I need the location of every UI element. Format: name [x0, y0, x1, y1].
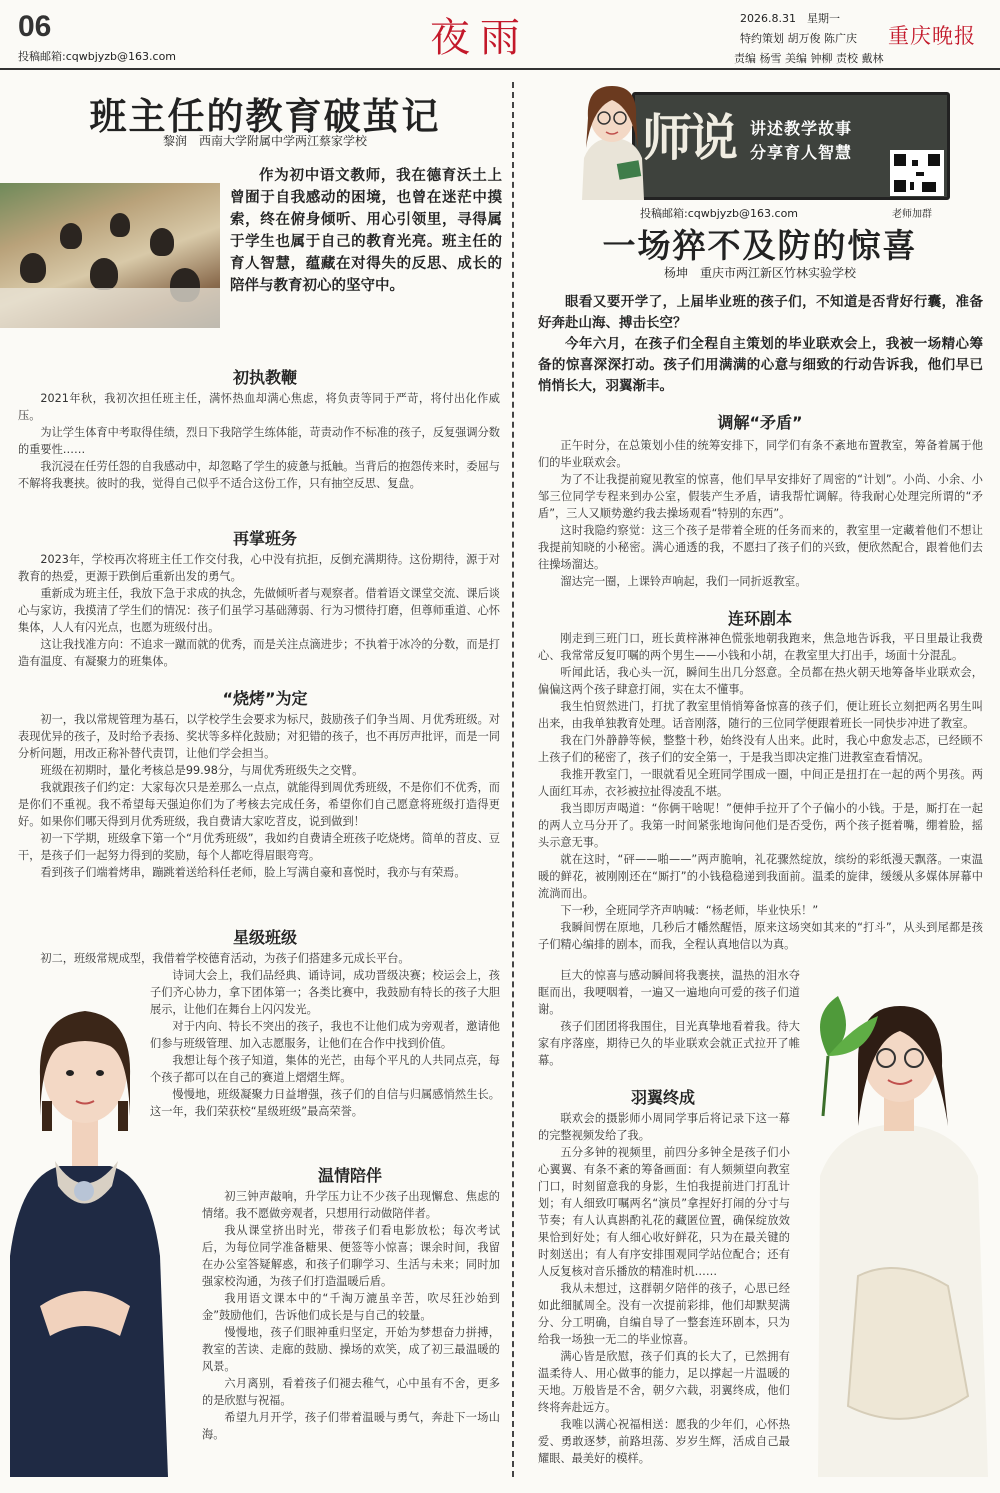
section-body — [18, 390, 500, 492]
paragraph: 刚走到三班门口，班长黄梓淋神色慌张地朝我跑来，焦急地告诉我，平日里最让我费心、我常常反复叮嘱的两个男生——小钱和小胡，在教室里大打出手，场面十分混乱。 — [538, 632, 983, 662]
section-body — [18, 711, 500, 881]
paragraph: 我从课堂挤出时光，带孩子们看电影放松；每次考试后，为每位同学准备糖果、便签等小惊喜；课余时间，我留在办公室答疑解惑，和孩子们聊学习、生活与未来；同时加强家校沟通，为孩子们打造温暖后盾。 — [202, 1224, 500, 1288]
teacher-portrait-right — [798, 976, 1000, 1477]
column-title: 夜雨 — [430, 15, 530, 61]
paragraph: 慢慢地，孩子们眼神重归坚定，开始为梦想奋力拼搏，教室的苦读、走廊的鼓励、操场的欢笑，成了初三最温暖的风景。 — [202, 1326, 500, 1373]
paragraph: 我当即厉声喝道：“你俩干啥呢！”便伸手拉开了个子偏小的小钱。于是，厮打在一起的两人立马分开了。我第一时间紧张地询问他们是否受伤，两个孩子挺着嘴，绷着脸，摇头示意无事。 — [538, 802, 983, 849]
submission-email: 投稿邮箱:cqwbjyzb@163.com — [640, 207, 799, 220]
section-heading: 星级班级 — [232, 928, 297, 947]
paragraph: 慢慢地，班级凝聚力日益增强，孩子们的自信与归属感悄然生长。这一年，我们荣获校“星级班级”最高荣誉。 — [150, 1088, 500, 1118]
teacher-group-label: 老师加群 — [892, 209, 932, 220]
paragraph: 就在这时，“砰——啪——”两声脆响，礼花骤然绽放，缤纷的彩纸漫天飘落。一束温暖的鲜花，被刚刚还在“厮打”的小钱稳稳递到我面前。温柔的旋律，缓缓从多媒体屏幕中流淌而出。 — [538, 853, 983, 900]
planning-credits: 特约策划 胡万俊 陈广庆 — [740, 32, 857, 45]
teacher-portrait-left — [0, 976, 168, 1477]
paragraph: 重新成为班主任，我放下急于求成的执念，先做倾听者与观察者。借着语文课堂交流、课后谈心与家访，我摸清了学生们的情况：孩子们虽学习基础薄弱、行为习惯待打磨，但尊师重道、心怀集体，人人有闪光点，也愿为班级付出。 — [18, 587, 500, 634]
paragraph: 初一，我以常规管理为基石，以学校学生会要求为标尺，鼓励孩子们争当周、月优秀班级。对表现优异的孩子，及时给予表扬、奖状等多样化鼓励；对犯错的孩子，也不再厉声批评，而是一同分析问题，用改正称补替代责罚，让他们学会担当。 — [18, 713, 500, 760]
section-body — [538, 437, 983, 590]
paragraph: 这让我找准方向：不追求一蹴而就的优秀，而是关注点滴进步；不执着于冰冷的分数，而是打造有温度、有凝聚力的班集体。 — [18, 638, 500, 668]
column-banner — [572, 78, 950, 200]
column-divider — [512, 82, 514, 1477]
page-number: 06 — [18, 10, 52, 43]
qr-code-icon — [890, 150, 944, 196]
section-body — [18, 950, 500, 967]
paragraph: 初二，班级常规成型，我借着学校德育活动，为孩子们搭建多元成长平台。 — [40, 952, 410, 965]
section-body — [18, 551, 500, 670]
section-body — [150, 967, 500, 1120]
article-title-left: 班主任的教育破茧记 — [89, 94, 441, 138]
paragraph: 我唯以满心祝福相送：愿我的少年们，心怀热爱、勇敢逐梦，前路坦荡、岁岁生辉，活成自己最耀眼、最美好的模样。 — [538, 1418, 790, 1465]
section-body — [538, 1110, 790, 1467]
contact-email: 投稿邮箱:cqwbjyzb@163.com — [18, 50, 177, 63]
paragraph: 希望九月开学，孩子们带着温暖与勇气，奔赴下一场山海。 — [202, 1411, 500, 1441]
cartoon-teacher-illustration — [572, 78, 652, 200]
paragraph: 我想让每个孩子知道，集体的光芒，由每个平凡的人共同点亮，每个孩子都可以在自己的赛道上熠熠生辉。 — [150, 1054, 500, 1084]
section-heading: 再掌班务 — [232, 529, 297, 548]
article-intro-left: 作为初中语文教师，我在德育沃土上曾囿于自我感动的困境，也曾在迷茫中摸索，终在俯身倾听、用心引领里，寻得属于学生也属于自己的教育光亮。班主任的育人智慧，蕴藏在对得失的反思、成长的陪伴与教育初心的坚守中。 — [230, 168, 502, 294]
paragraph: 满心皆是欣慰，孩子们真的长大了，已然拥有温柔待人、用心做事的能力，足以撑起一片温暖的天地。万般皆是不舍，朝夕六载，羽翼终成，他们终将奔赴远方。 — [538, 1350, 790, 1414]
paragraph: 为了不让我提前窥见教室的惊喜，他们早早安排好了周密的“计划”。小尚、小余、小邹三位同学专程来到办公室，假装产生矛盾，请我帮忙调解。待我耐心处理完所谓的“矛盾”，三人又顺势邀约我去操场观看“特别的东西”。 — [538, 473, 983, 520]
paragraph: 五分多钟的视频里，前四分多钟全是孩子们小心翼翼、有条不紊的筹备画面：有人频频望向教室门口，时刻留意我的身影，生怕我提前进门打乱计划；有人细致叮嘱两名“演员”拿捏好打闹的分寸与节奏；有人认真斟酌礼花的藏匿位置，确保绽放效果恰到好处；有人细心收好鲜花，只为在最关键的时刻送出；有人有序安排围观同学站位配合；还有人反复核对音乐播放的精准时机…… — [538, 1146, 790, 1278]
article-title-right: 一场猝不及防的惊喜 — [602, 226, 918, 265]
section-heading: 连环剧本 — [727, 609, 792, 628]
masthead — [0, 0, 1000, 70]
paragraph: 看到孩子们端着烤串，蹦跳着送给科任老师，脸上写满自豪和喜悦时，我亦与有荣焉。 — [40, 866, 466, 879]
paragraph: 六月离别，看着孩子们褪去稚气，心中虽有不舍，更多的是欣慰与祝福。 — [202, 1377, 500, 1407]
section-heading: 初执教鞭 — [232, 368, 297, 387]
editor-credits: 责编 杨雪 美编 钟柳 责校 戴林 — [734, 52, 884, 65]
paragraph: 我沉浸在任劳任怨的自我感动中，却忽略了学生的疲惫与抵触。当背后的抱怨传来时，委屈与不解将我裹挟。彼时的我，觉得自己似乎不适合这份工作，只有抽空反思、复盘。 — [18, 460, 500, 490]
section-heading: 调解“矛盾” — [717, 413, 803, 432]
section-heading: “烧烤”为定 — [222, 689, 308, 708]
paragraph: 2023年，学校再次将班主任工作交付我，心中没有抗拒，反倒充满期待。这份期待，源于对教育的热爱，更源于跌倒后重新出发的勇气。 — [18, 553, 500, 583]
paragraph: 今年六月，在孩子们全程自主策划的毕业联欢会上，我被一场精心筹备的惊喜深深打动。孩子们用满满的心意与细致的行动告诉我，他们早已悄悄长大，羽翼渐丰。 — [538, 336, 983, 394]
paragraph: 下一秒，全班同学齐声呐喊：“杨老师，毕业快乐！” — [560, 904, 819, 917]
paragraph: 我就跟孩子们约定：大家每次只是差那么一点点，就能得到周优秀班级，不是你们不优秀，而是你们不重视。我不希望每天强迫你们为了考核去完成任务，希望你们自己愿意将班级打造得更好。如果你们哪天得到月优秀班级，我自费请大家吃苕皮，说到做到！ — [18, 781, 500, 828]
article-byline-left: 黎润 西南大学附属中学两江蔡家学校 — [162, 134, 367, 148]
paragraph: 对于内向、特长不突出的孩子，我也不让他们成为旁观者，邀请他们参与班级管理、加入志愿服务，让他们在合作中找到价值。 — [150, 1020, 500, 1050]
section-body — [538, 630, 983, 953]
paragraph: 溜达完一圈，上课铃声响起，我们一同折返教室。 — [560, 575, 807, 588]
issue-date: 2026.8.31 星期一 — [740, 12, 840, 25]
paragraph: 我从未想过，这群朝夕陪伴的孩子，心思已经如此细腻周全。没有一次提前彩排，他们却默契满分、分工明确，自编自导了一整套连环剧本，只为给我一场独一无二的毕业惊喜。 — [538, 1282, 790, 1346]
paragraph: 诗词大会上，我们品经典、诵诗词，成功晋级决赛；校运会上，孩子们齐心协力，拿下团体第一；各类比赛中，我鼓励有特长的孩子大胆展示，让他们在舞台上闪闪发光。 — [150, 969, 500, 1016]
paragraph: 这时我隐约察觉：这三个孩子是带着全班的任务而来的，教室里一定藏着他们不想让我提前知晓的小秘密。满心通透的我，不愿扫了孩子们的兴致，便欣然配合，跟着他们去往操场溜达。 — [538, 524, 983, 571]
newspaper-logo: 重庆晚报 — [888, 24, 976, 48]
banner-slogan-2: 分享育人智慧 — [750, 143, 853, 162]
paragraph: 2021年秋，我初次担任班主任，满怀热血却满心焦虑，将负责等同于严苛，将付出化作威压。 — [18, 392, 500, 422]
paragraph: 正午时分，在总策划小佳的统筹安排下，同学们有条不紊地布置教室，筹备着属于他们的毕业联欢会。 — [538, 439, 983, 469]
section-body — [202, 1188, 500, 1443]
section-heading: 温情陪伴 — [317, 1166, 382, 1185]
classroom-photo — [0, 183, 220, 328]
paragraph: 孩子们团团将我围住，目光真挚地看着我。待大家有序落座，期待已久的毕业联欢会就正式拉开了帷幕。 — [538, 1020, 800, 1067]
paragraph: 联欢会的摄影师小周同学事后将记录下这一幕的完整视频发给了我。 — [538, 1112, 790, 1142]
paragraph: 我瞬间愣在原地，几秒后才幡然醒悟，原来这场突如其来的“打斗”，从头到尾都是孩子们精心编排的剧本，而我，全程认真地信以为真。 — [538, 921, 983, 951]
paragraph: 我用语文课本中的“千淘万漉虽辛苦，吹尽狂沙始到金”鼓励他们，告诉他们成长是与自己的较量。 — [202, 1292, 500, 1322]
article-intro-right — [538, 292, 983, 397]
paragraph: 听闻此话，我心头一沉，瞬间生出几分怒意。全员都在热火朝天地筹备毕业联欢会，偏偏这两个孩子肆意打闹，实在太不懂事。 — [538, 666, 983, 696]
paragraph: 我生怕贸然进门，打扰了教室里悄悄筹备惊喜的孩子们，便让班长立刻把两名男生叫出来，由我单独教育处理。话音刚落，随行的三位同学便跟着班长一同快步冲进了教室。 — [538, 700, 983, 730]
paragraph: 眼看又要开学了，上届毕业班的孩子们，不知道是否背好行囊，准备好奔赴山海、搏击长空？ — [538, 294, 983, 331]
paragraph: 我推开教室门，一眼就看见全班同学围成一圈，中间正是扭打在一起的两个男孩。两人面红耳赤，衣衫被拉扯得凌乱不堪。 — [538, 768, 983, 798]
section-heading: 羽翼终成 — [630, 1088, 695, 1107]
banner-slogan-1: 讲述教学故事 — [750, 119, 853, 138]
paragraph: 班级在初期时，量化考核总是99.98分，与周优秀班级失之交臂。 — [40, 764, 364, 777]
article-byline-right: 杨坤 重庆市两江新区竹林实验学校 — [663, 266, 856, 280]
section-body — [538, 967, 800, 1069]
paragraph: 初三钟声敲响，升学压力让不少孩子出现懈怠、焦虑的情绪。我不愿做旁观者，只想用行动做陪伴者。 — [202, 1190, 500, 1220]
paragraph: 我在门外静静等候，整整十秒，始终没有人出来。此时，我心中愈发忐忑，已经顾不上孩子们的秘密了，孩子们的安全第一，于是我当即决定推门进教室查看情况。 — [538, 734, 983, 764]
paragraph: 为让学生体育中考取得佳绩，烈日下我陪学生练体能，苛责动作不标准的孩子，反复强调分数的重要性…… — [18, 426, 500, 456]
paragraph: 巨大的惊喜与感动瞬间将我裹挟，温热的泪水夺眶而出，我哽咽着，一遍又一遍地向可爱的孩子们道谢。 — [538, 969, 800, 1016]
banner-logo-text: 师说 — [642, 108, 734, 167]
paragraph: 初一下学期，班级拿下第一个“月优秀班级”，我如约自费请全班孩子吃烧烤。简单的苕皮、豆干，是孩子们一起努力得到的奖励，每个人都吃得眉眼弯弯。 — [18, 832, 500, 862]
